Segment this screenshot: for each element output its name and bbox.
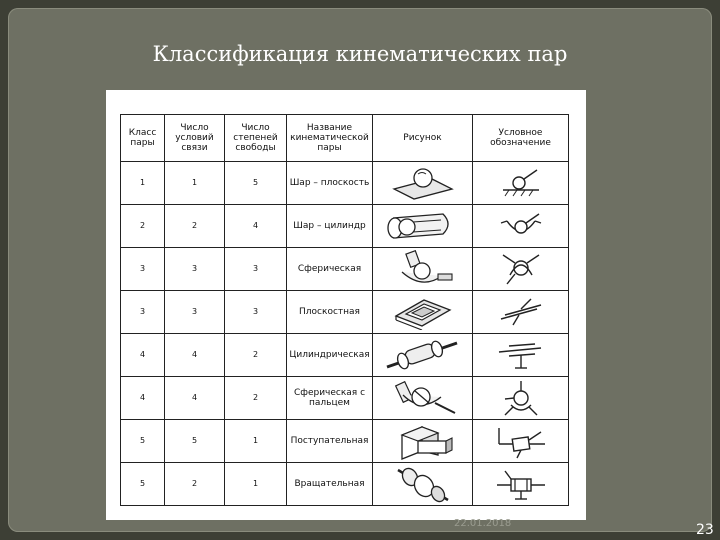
cell-picture: [373, 420, 473, 463]
table-row: [121, 420, 569, 463]
ball-on-plane-drawing: [388, 165, 458, 201]
cell-freedom: 4: [225, 205, 287, 248]
table-image-frame: [106, 90, 586, 520]
cell-name: Плоскостная: [287, 291, 373, 334]
cell-name: Шар – цилиндр: [287, 205, 373, 248]
cell-name: Поступательная: [287, 420, 373, 463]
header-class: Класс пары: [121, 115, 165, 162]
cell-conditions: 2: [165, 205, 225, 248]
cell-conditions: 2: [165, 463, 225, 506]
kinematic-pairs-table: [120, 114, 569, 506]
cylindrical-joint-drawing: [383, 337, 463, 373]
cell-conditions: 3: [165, 291, 225, 334]
cell-conditions: 3: [165, 248, 225, 291]
table-row: [121, 162, 569, 205]
cell-class: 5: [121, 463, 165, 506]
cell-class: 3: [121, 291, 165, 334]
header-conditions: Число условий связи: [165, 115, 225, 162]
cell-picture: [373, 205, 473, 248]
table-row: [121, 205, 569, 248]
cell-symbol: [473, 463, 569, 506]
ball-in-cylinder-drawing: [383, 208, 463, 244]
cylindrical-symbol: [491, 338, 551, 372]
table-row: [121, 377, 569, 420]
spherical-pin-joint-drawing: [385, 379, 461, 417]
cell-class: 5: [121, 420, 165, 463]
ball-plane-symbol: [491, 166, 551, 200]
table-row: [121, 291, 569, 334]
cell-symbol: [473, 291, 569, 334]
cell-freedom: 3: [225, 291, 287, 334]
page-number: 23: [696, 522, 714, 538]
cell-picture: [373, 334, 473, 377]
slide-date: 22.01.2018: [454, 518, 512, 529]
slide: [8, 8, 714, 538]
prismatic-symbol: [489, 422, 553, 460]
spherical-symbol: [491, 251, 551, 287]
header-picture: Рисунок: [373, 115, 473, 162]
header-symbol: Условное обозначение: [473, 115, 569, 162]
cell-picture: [373, 248, 473, 291]
cell-class: 2: [121, 205, 165, 248]
cell-freedom: 3: [225, 248, 287, 291]
cell-picture: [373, 377, 473, 420]
cell-freedom: 2: [225, 334, 287, 377]
cell-name: Сферическая: [287, 248, 373, 291]
table-header-row: [121, 115, 569, 162]
cell-symbol: [473, 377, 569, 420]
planar-symbol: [491, 295, 551, 329]
cell-class: 4: [121, 334, 165, 377]
revolute-symbol: [489, 465, 553, 503]
table-row: [121, 334, 569, 377]
cell-name: Цилиндрическая: [287, 334, 373, 377]
cell-picture: [373, 162, 473, 205]
cell-freedom: 2: [225, 377, 287, 420]
planar-joint-drawing: [388, 294, 458, 330]
cell-name: Шар – плоскость: [287, 162, 373, 205]
cell-symbol: [473, 248, 569, 291]
header-freedom: Число степеней свободы: [225, 115, 287, 162]
cell-symbol: [473, 162, 569, 205]
slide-title: Классификация кинематических пар: [152, 42, 568, 66]
cell-name: Сферическая с пальцем: [287, 377, 373, 420]
cell-symbol: [473, 205, 569, 248]
revolute-joint-drawing: [388, 464, 458, 504]
table-row: [121, 248, 569, 291]
cell-class: 1: [121, 162, 165, 205]
cell-picture: [373, 291, 473, 334]
cell-class: 3: [121, 248, 165, 291]
cell-class: 4: [121, 377, 165, 420]
table-row: [121, 463, 569, 506]
cell-name: Вращательная: [287, 463, 373, 506]
cell-picture: [373, 463, 473, 506]
cell-symbol: [473, 420, 569, 463]
spherical-pin-symbol: [491, 379, 551, 417]
cell-symbol: [473, 334, 569, 377]
cell-conditions: 1: [165, 162, 225, 205]
cell-conditions: 4: [165, 334, 225, 377]
cell-conditions: 4: [165, 377, 225, 420]
header-name: Название кинематической пары: [287, 115, 373, 162]
cell-conditions: 5: [165, 420, 225, 463]
prismatic-joint-drawing: [388, 421, 458, 461]
cell-freedom: 1: [225, 463, 287, 506]
ball-cylinder-symbol: [491, 209, 551, 243]
spherical-joint-drawing: [388, 250, 458, 288]
cell-freedom: 1: [225, 420, 287, 463]
cell-freedom: 5: [225, 162, 287, 205]
